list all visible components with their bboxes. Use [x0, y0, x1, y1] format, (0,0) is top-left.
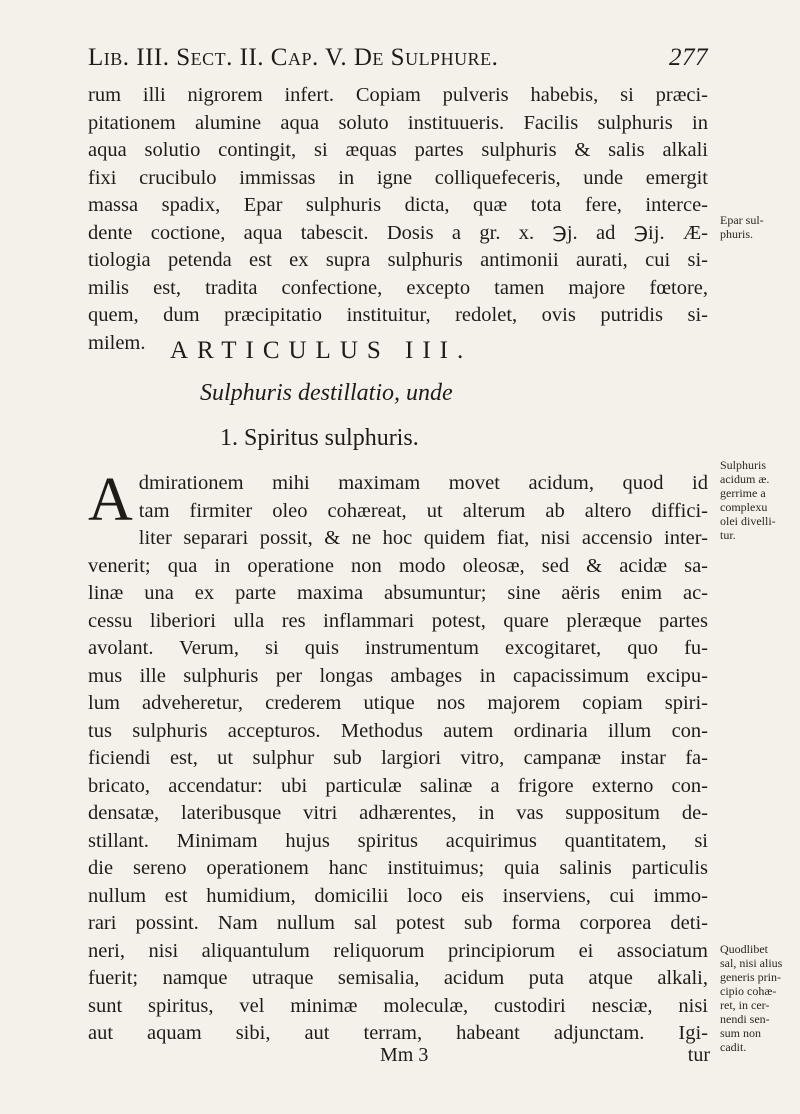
margin-note-line: sal, nisi alius: [720, 956, 783, 970]
text-line: quem, dum præcipitatio instituitur, redolet, ovis putridis si-: [88, 304, 708, 326]
text-line: bricato, accendatur: ubi particulæ salinæ a frigore externo con-: [88, 774, 708, 797]
margin-note-line: ret, in cer-: [720, 998, 770, 1012]
text-line: milem.: [88, 331, 146, 354]
margin-note-line: Quodlibet: [720, 942, 768, 956]
text-line: venerit; qua in operatione non modo oleosæ, sed & acidæ sa-: [88, 554, 708, 577]
text-line: nullum est humidium, domicilii loco eis inserviens, cui immo-: [88, 884, 708, 907]
margin-note-epar: [720, 213, 792, 241]
signature-mark: Mm 3: [380, 1044, 429, 1066]
text-line: tus sulphuris accepturos. Methodus autem ordinaria illum con-: [88, 719, 708, 742]
text-line: liter separari possit, & ne hoc quidem fiat, nisi accensio inter-: [138, 527, 708, 549]
text-line: die sereno operationem hanc instituimus; quia salinis particulis: [88, 857, 708, 879]
text-line: aqua solutio contingit, si æquas partes sulphuris & salis alkali: [88, 139, 708, 161]
text-line: massa spadix, Epar sulphuris dicta, quæ tota fere, interce-: [88, 194, 708, 216]
running-header: [88, 44, 708, 72]
text-line: dmirationem mihi maximam movet acidum, quod id: [138, 472, 708, 494]
text-line: mus ille sulphuris per longas ambages in capacissimum excipu-: [88, 664, 708, 687]
text-line: tam firmiter oleo cohæreat, ut alterum ab altero diffici-: [138, 499, 708, 522]
margin-note-line: Sulphuris: [720, 458, 767, 472]
margin-note-line: acidum æ.: [720, 472, 770, 486]
margin-note-line: cadit.: [720, 1040, 747, 1054]
margin-note-line: complexu: [720, 500, 768, 514]
margin-note-line: nendi sen-: [720, 1012, 770, 1026]
text-line: rari possint. Nam nullum sal potest sub forma corporea deti-: [88, 912, 708, 934]
article-subtitle: Sulphuris destillatio, unde: [200, 380, 453, 406]
running-head-text: Lib. III. Sect. II. Cap. V. De Sulphure.: [88, 44, 499, 71]
text-line: sunt spiritus, vel minimæ moleculæ, custodiri nesciæ, nisi: [88, 994, 708, 1017]
margin-note-line: tur.: [720, 528, 736, 542]
text-line: tiologia petenda est ex supra sulphuris antimonii aurati, cui si-: [88, 249, 708, 271]
margin-note-line: olei divelli-: [720, 514, 776, 528]
paragraph-1: [88, 82, 708, 357]
paragraph-2: [88, 466, 708, 1048]
margin-note-line: sum non: [720, 1026, 762, 1040]
margin-note-line: Epar sul-: [720, 213, 764, 227]
text-line: ficiendi est, ut sulphur sub largiori vitro, campanæ instar fa-: [88, 747, 708, 769]
text-line: stillant. Minimam hujus spiritus acquirimus quantitatem, si: [88, 829, 708, 852]
page-number: 277: [669, 44, 708, 71]
margin-note-line: gerrime a: [720, 486, 766, 500]
text-line: rum illi nigrorem infert. Copiam pulveris habebis, si præci-: [88, 84, 708, 106]
margin-note-line: generis prin-: [720, 970, 781, 984]
text-line: fuerit; namque utraque semisalia, acidum puta atque alkali,: [88, 967, 708, 989]
text-line: fixi crucibulo immissas in igne colliquefeceris, unde emergit: [88, 166, 708, 189]
text-line: avolant. Verum, si quis instrumentum excogitaret, quo fu-: [88, 637, 708, 659]
text-line: pitationem alumine aqua soluto instituueris. Facilis sulphuris in: [88, 111, 708, 134]
section-heading: 1. Spiritus sulphuris.: [220, 425, 419, 451]
text-line: dente coctione, aqua tabescit. Dosis a gr. x. ℈j. ad ℈ij. Æ-: [88, 221, 708, 244]
text-line: lum adveheretur, crederem utique nos majorem copiam spiri-: [88, 692, 708, 714]
text-line: densatæ, lateribusque vitri adhærentes, in vas suppositum de-: [88, 802, 708, 824]
text-line: aut aquam sibi, aut terram, habeant adjunctam. Igi-: [88, 1022, 708, 1044]
text-line: cessu liberiori ulla res inflammari potest, quare pleræque partes: [88, 609, 708, 632]
drop-cap: A: [88, 466, 133, 534]
margin-note-quodlibet: [720, 942, 792, 1054]
text-line: neri, nisi aliquantulum reliquorum principiorum ei associatum: [88, 939, 708, 962]
margin-note-line: cipio cohæ-: [720, 984, 777, 998]
margin-note-line: phuris.: [720, 227, 753, 241]
article-heading: ARTICULUS III.: [170, 337, 473, 364]
text-line: milis est, tradita confectione, excepto tamen majore fœtore,: [88, 276, 708, 299]
catchword: tur: [687, 1044, 710, 1066]
page-footer: [380, 1044, 710, 1067]
text-line: linæ una ex parte maxima absumuntur; sine aëris enim ac-: [88, 582, 708, 604]
margin-note-sulphuris: [720, 458, 792, 542]
